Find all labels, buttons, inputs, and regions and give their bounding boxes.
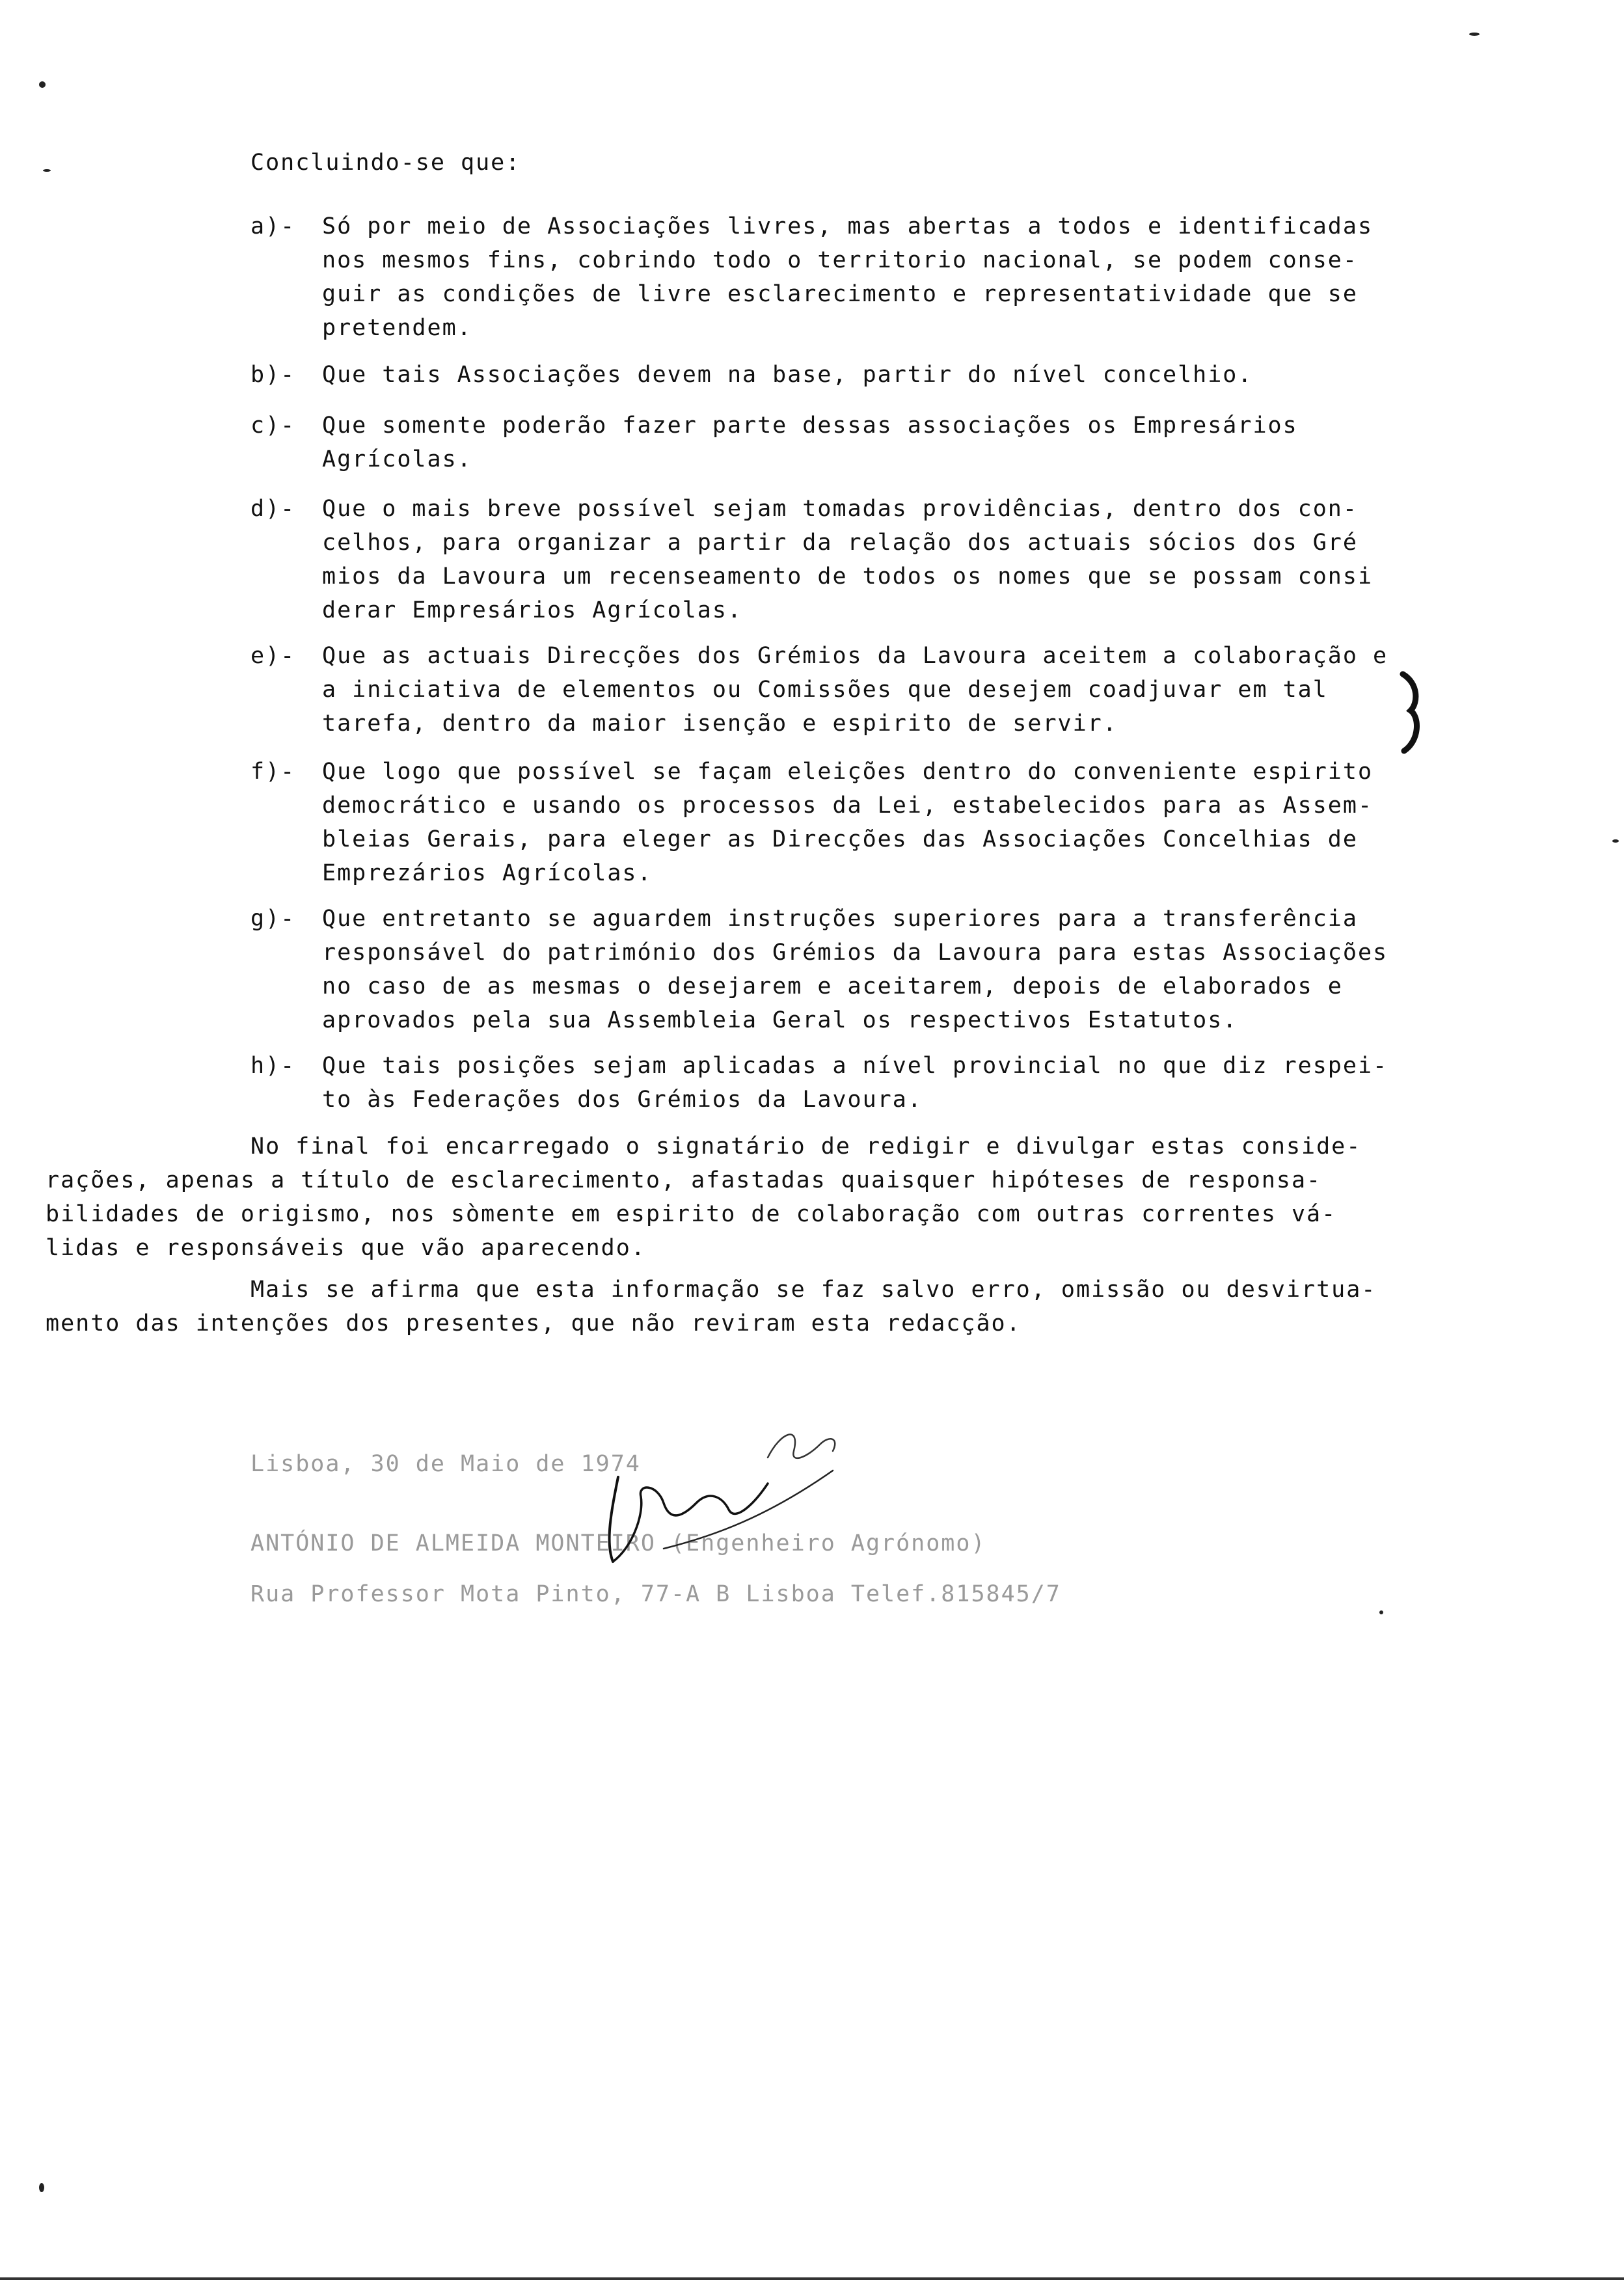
author-name: ANTÓNIO DE ALMEIDA MONTEIRO (Engenheiro Agrónomo) bbox=[250, 1530, 986, 1556]
scan-speck bbox=[39, 81, 46, 88]
item-body bbox=[322, 210, 1373, 345]
scan-speck bbox=[1469, 33, 1480, 36]
item-line: mios da Lavoura um recenseamento de todos os nomes que se possam consi bbox=[322, 563, 1374, 590]
scan-speck bbox=[1612, 839, 1619, 843]
item-letter: d)- bbox=[250, 496, 296, 522]
scan-speck bbox=[39, 2183, 44, 2192]
scan-speck bbox=[1379, 1610, 1383, 1614]
handwritten-bracket bbox=[1399, 670, 1425, 755]
item-line: Que entretanto se aguardem instruções superiores para a transferência bbox=[322, 906, 1358, 932]
item-line: Emprezários Agrícolas. bbox=[322, 860, 653, 886]
paragraph-line: bilidades de origismo, nos sòmente em espirito de colaboração com outras correntes vá- bbox=[46, 1201, 1337, 1227]
item-body bbox=[322, 639, 1388, 740]
item-body bbox=[322, 409, 1298, 476]
item-line: a iniciativa de elementos ou Comissões que desejem coadjuvar em tal bbox=[322, 677, 1328, 703]
item-line: pretendem. bbox=[322, 315, 472, 341]
item-line: Que logo que possível se façam eleições dentro do conveniente espirito bbox=[322, 759, 1374, 785]
scan-speck bbox=[43, 169, 51, 172]
item-letter: a)- bbox=[250, 213, 296, 239]
page-bottom-edge bbox=[0, 2277, 1624, 2280]
item-line: nos mesmos fins, cobrindo todo o territorio nacional, se podem conse- bbox=[322, 247, 1358, 273]
item-line: democrático e usando os processos da Lei, estabelecidos para as Assem- bbox=[322, 793, 1374, 819]
closing-paragraph bbox=[46, 1130, 1594, 1265]
paragraph-line: lidas e responsáveis que vão aparecendo. bbox=[46, 1235, 646, 1261]
item-line: Agrícolas. bbox=[322, 446, 472, 472]
item-line: to às Federações dos Grémios da Lavoura. bbox=[322, 1087, 923, 1113]
item-line: Que somente poderão fazer parte dessas associações os Empresários bbox=[322, 413, 1298, 439]
item-line: bleias Gerais, para eleger as Direcções das Associações Concelhias de bbox=[322, 826, 1358, 852]
item-letter: e)- bbox=[250, 643, 296, 669]
paragraph-line: rações, apenas a título de esclarecimento, afastadas quaisquer hipóteses de responsa- bbox=[46, 1167, 1322, 1193]
paragraph-line: Mais se afirma que esta informação se faz salvo erro, omissão ou desvirtua- bbox=[250, 1277, 1377, 1303]
item-letter: h)- bbox=[250, 1053, 296, 1079]
disclaimer-paragraph bbox=[46, 1273, 1594, 1340]
item-letter: f)- bbox=[250, 759, 296, 785]
item-body bbox=[322, 755, 1373, 890]
item-body bbox=[322, 492, 1373, 627]
item-line: Que tais Associações devem na base, partir do nível concelhio. bbox=[322, 362, 1253, 388]
item-body bbox=[322, 902, 1388, 1037]
item-line: responsável do património dos Grémios da Lavoura para estas Associações bbox=[322, 940, 1388, 966]
item-line: Que as actuais Direcções dos Grémios da Lavoura aceitem a colaboração e bbox=[322, 643, 1388, 669]
item-line: derar Empresários Agrícolas. bbox=[322, 597, 743, 623]
item-line: Que tais posições sejam aplicadas a nível provincial no que diz respei- bbox=[322, 1053, 1388, 1079]
intro-line: Concluindo-se que: bbox=[250, 150, 521, 176]
item-line: Só por meio de Associações livres, mas abertas a todos e identificadas bbox=[322, 213, 1374, 239]
item-line: no caso de as mesmas o desejarem e aceitarem, depois de elaborados e bbox=[322, 973, 1343, 999]
place-date: Lisboa, 30 de Maio de 1974 bbox=[250, 1451, 641, 1477]
item-line: Que o mais breve possível sejam tomadas providências, dentro dos con- bbox=[322, 496, 1358, 522]
author-address: Rua Professor Mota Pinto, 77-A B Lisboa Telef.815845/7 bbox=[250, 1581, 1061, 1607]
handwritten-signature bbox=[573, 1418, 872, 1588]
item-body bbox=[322, 1049, 1388, 1117]
item-body bbox=[322, 358, 1252, 392]
item-line: aprovados pela sua Assembleia Geral os respectivos Estatutos. bbox=[322, 1007, 1238, 1033]
item-line: celhos, para organizar a partir da relação dos actuais sócios dos Gré bbox=[322, 530, 1358, 556]
item-letter: b)- bbox=[250, 362, 296, 388]
item-line: tarefa, dentro da maior isenção e espirito de servir. bbox=[322, 711, 1118, 737]
paragraph-line: No final foi encarregado o signatário de redigir e divulgar estas conside- bbox=[250, 1133, 1362, 1160]
item-letter: c)- bbox=[250, 413, 296, 439]
paragraph-line: mento das intenções dos presentes, que não reviram esta redacção. bbox=[46, 1310, 1022, 1337]
item-letter: g)- bbox=[250, 906, 296, 932]
item-line: guir as condições de livre esclarecimento e representatividade que se bbox=[322, 281, 1358, 307]
